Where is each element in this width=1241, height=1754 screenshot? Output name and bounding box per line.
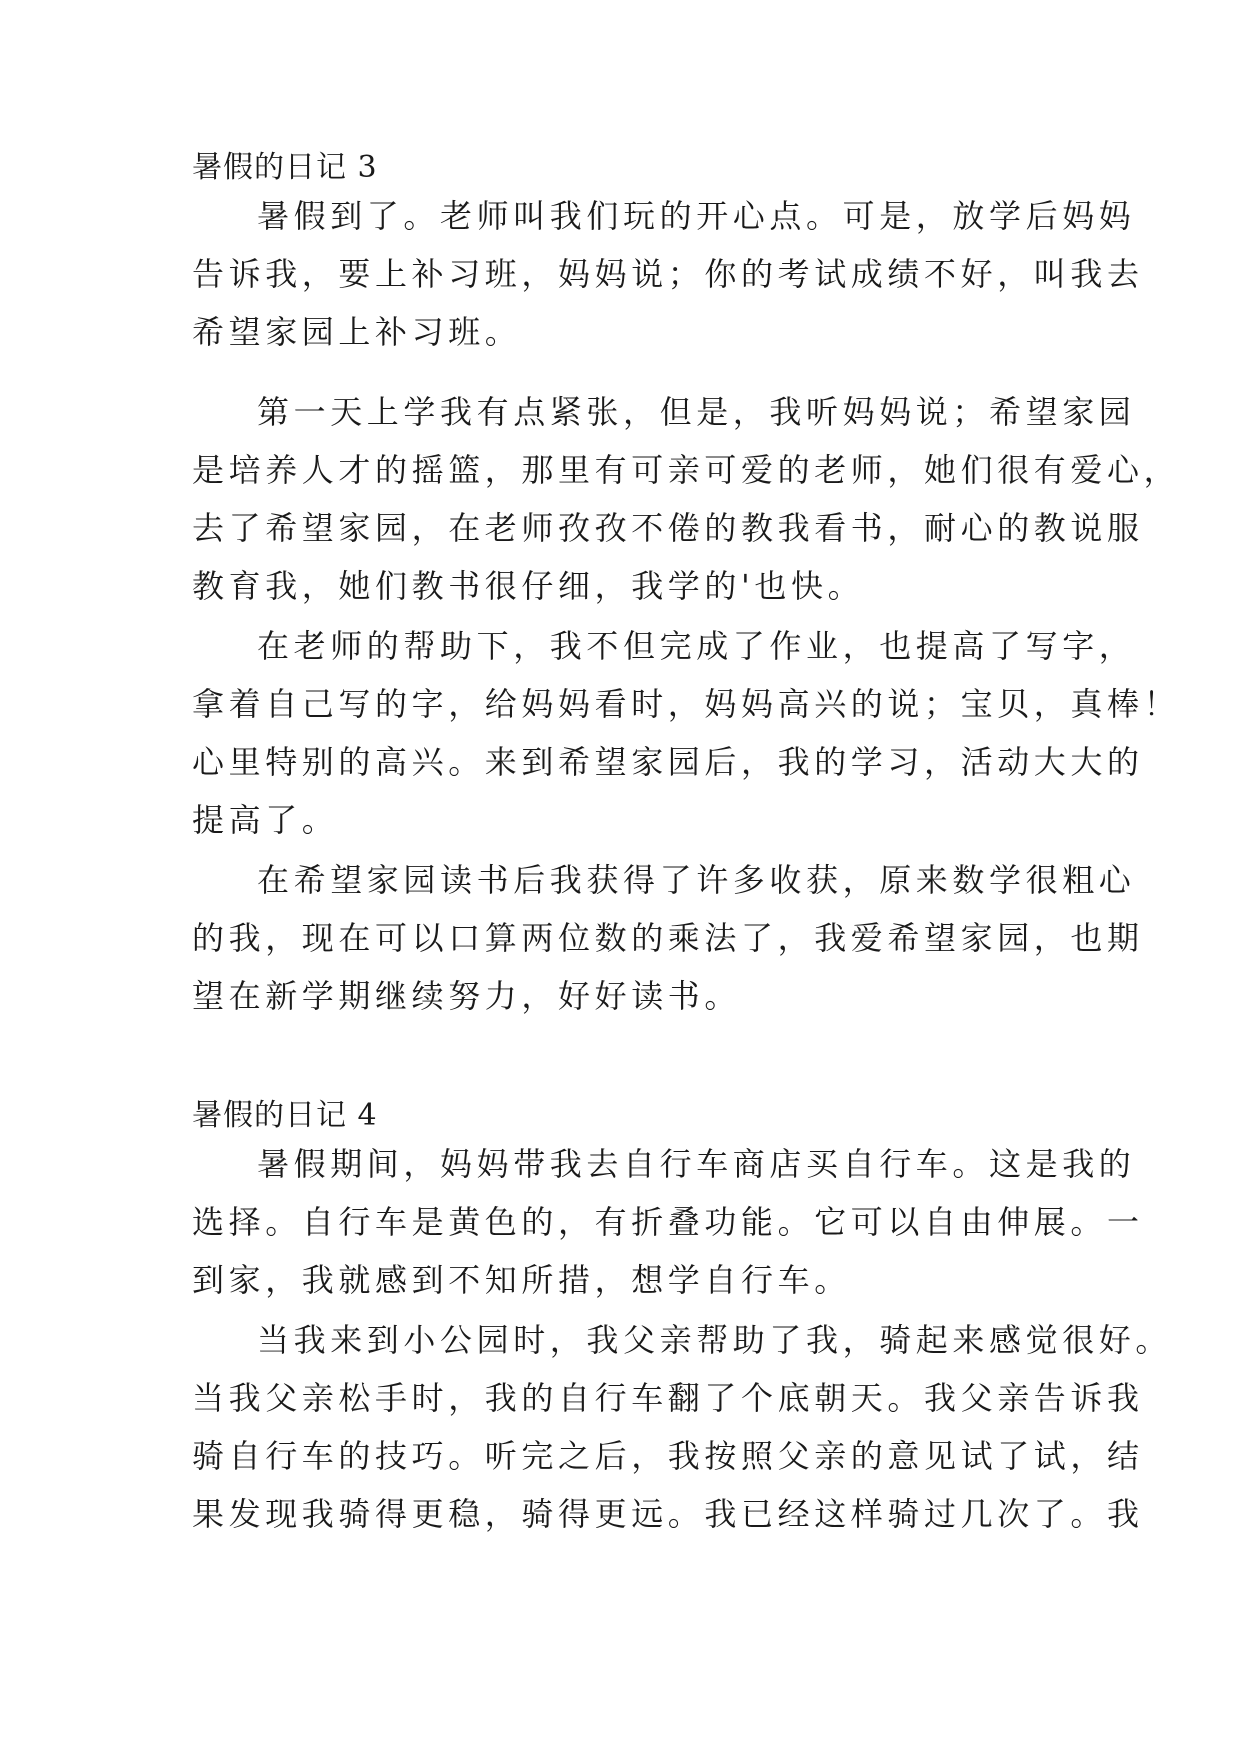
text-line: 在老师的帮助下，我不但完成了作业，也提高了写字， <box>257 627 1136 665</box>
entry-title: 暑假的日记 4 <box>192 1098 378 1133</box>
text-line: 心里特别的高兴。来到希望家园后，我的学习，活动大大的 <box>192 743 1144 781</box>
text-line: 当我来到小公园时，我父亲帮助了我，骑起来感觉很好。 <box>257 1321 1173 1359</box>
text-line: 去了希望家园，在老师孜孜不倦的教我看书，耐心的教说服 <box>192 509 1144 547</box>
text-line: 选择。自行车是黄色的，有折叠功能。它可以自由伸展。一 <box>192 1203 1144 1241</box>
text-line: 拿着自己写的字，给妈妈看时，妈妈高兴的说；宝贝，真棒！ <box>192 685 1181 723</box>
text-line: 当我父亲松手时，我的自行车翻了个底朝天。我父亲告诉我 <box>192 1379 1144 1417</box>
text-line: 提高了。 <box>192 801 339 839</box>
text-line: 暑假到了。老师叫我们玩的开心点。可是，放学后妈妈 <box>257 197 1136 235</box>
text-line: 到家，我就感到不知所措，想学自行车。 <box>192 1261 851 1299</box>
text-line: 告诉我，要上补习班，妈妈说；你的考试成绩不好，叫我去 <box>192 255 1144 293</box>
text-line: 的我，现在可以口算两位数的乘法了，我爱希望家园，也期 <box>192 919 1144 957</box>
text-line: 在希望家园读书后我获得了许多收获，原来数学很粗心 <box>257 861 1136 899</box>
entry-title: 暑假的日记 3 <box>192 150 378 185</box>
text-line: 第一天上学我有点紧张，但是，我听妈妈说；希望家园 <box>257 393 1136 431</box>
text-line: 是培养人才的摇篮，那里有可亲可爱的老师，她们很有爱心， <box>192 451 1181 489</box>
text-line: 果发现我骑得更稳，骑得更远。我已经这样骑过几次了。我 <box>192 1495 1144 1533</box>
text-line: 望在新学期继续努力，好好读书。 <box>192 977 742 1015</box>
text-line: 教育我，她们教书很仔细，我学的'也快。 <box>192 567 865 605</box>
text-line: 希望家园上补习班。 <box>192 313 522 351</box>
text-line: 骑自行车的技巧。听完之后，我按照父亲的意见试了试，结 <box>192 1437 1144 1475</box>
text-line: 暑假期间，妈妈带我去自行车商店买自行车。这是我的 <box>257 1145 1136 1183</box>
